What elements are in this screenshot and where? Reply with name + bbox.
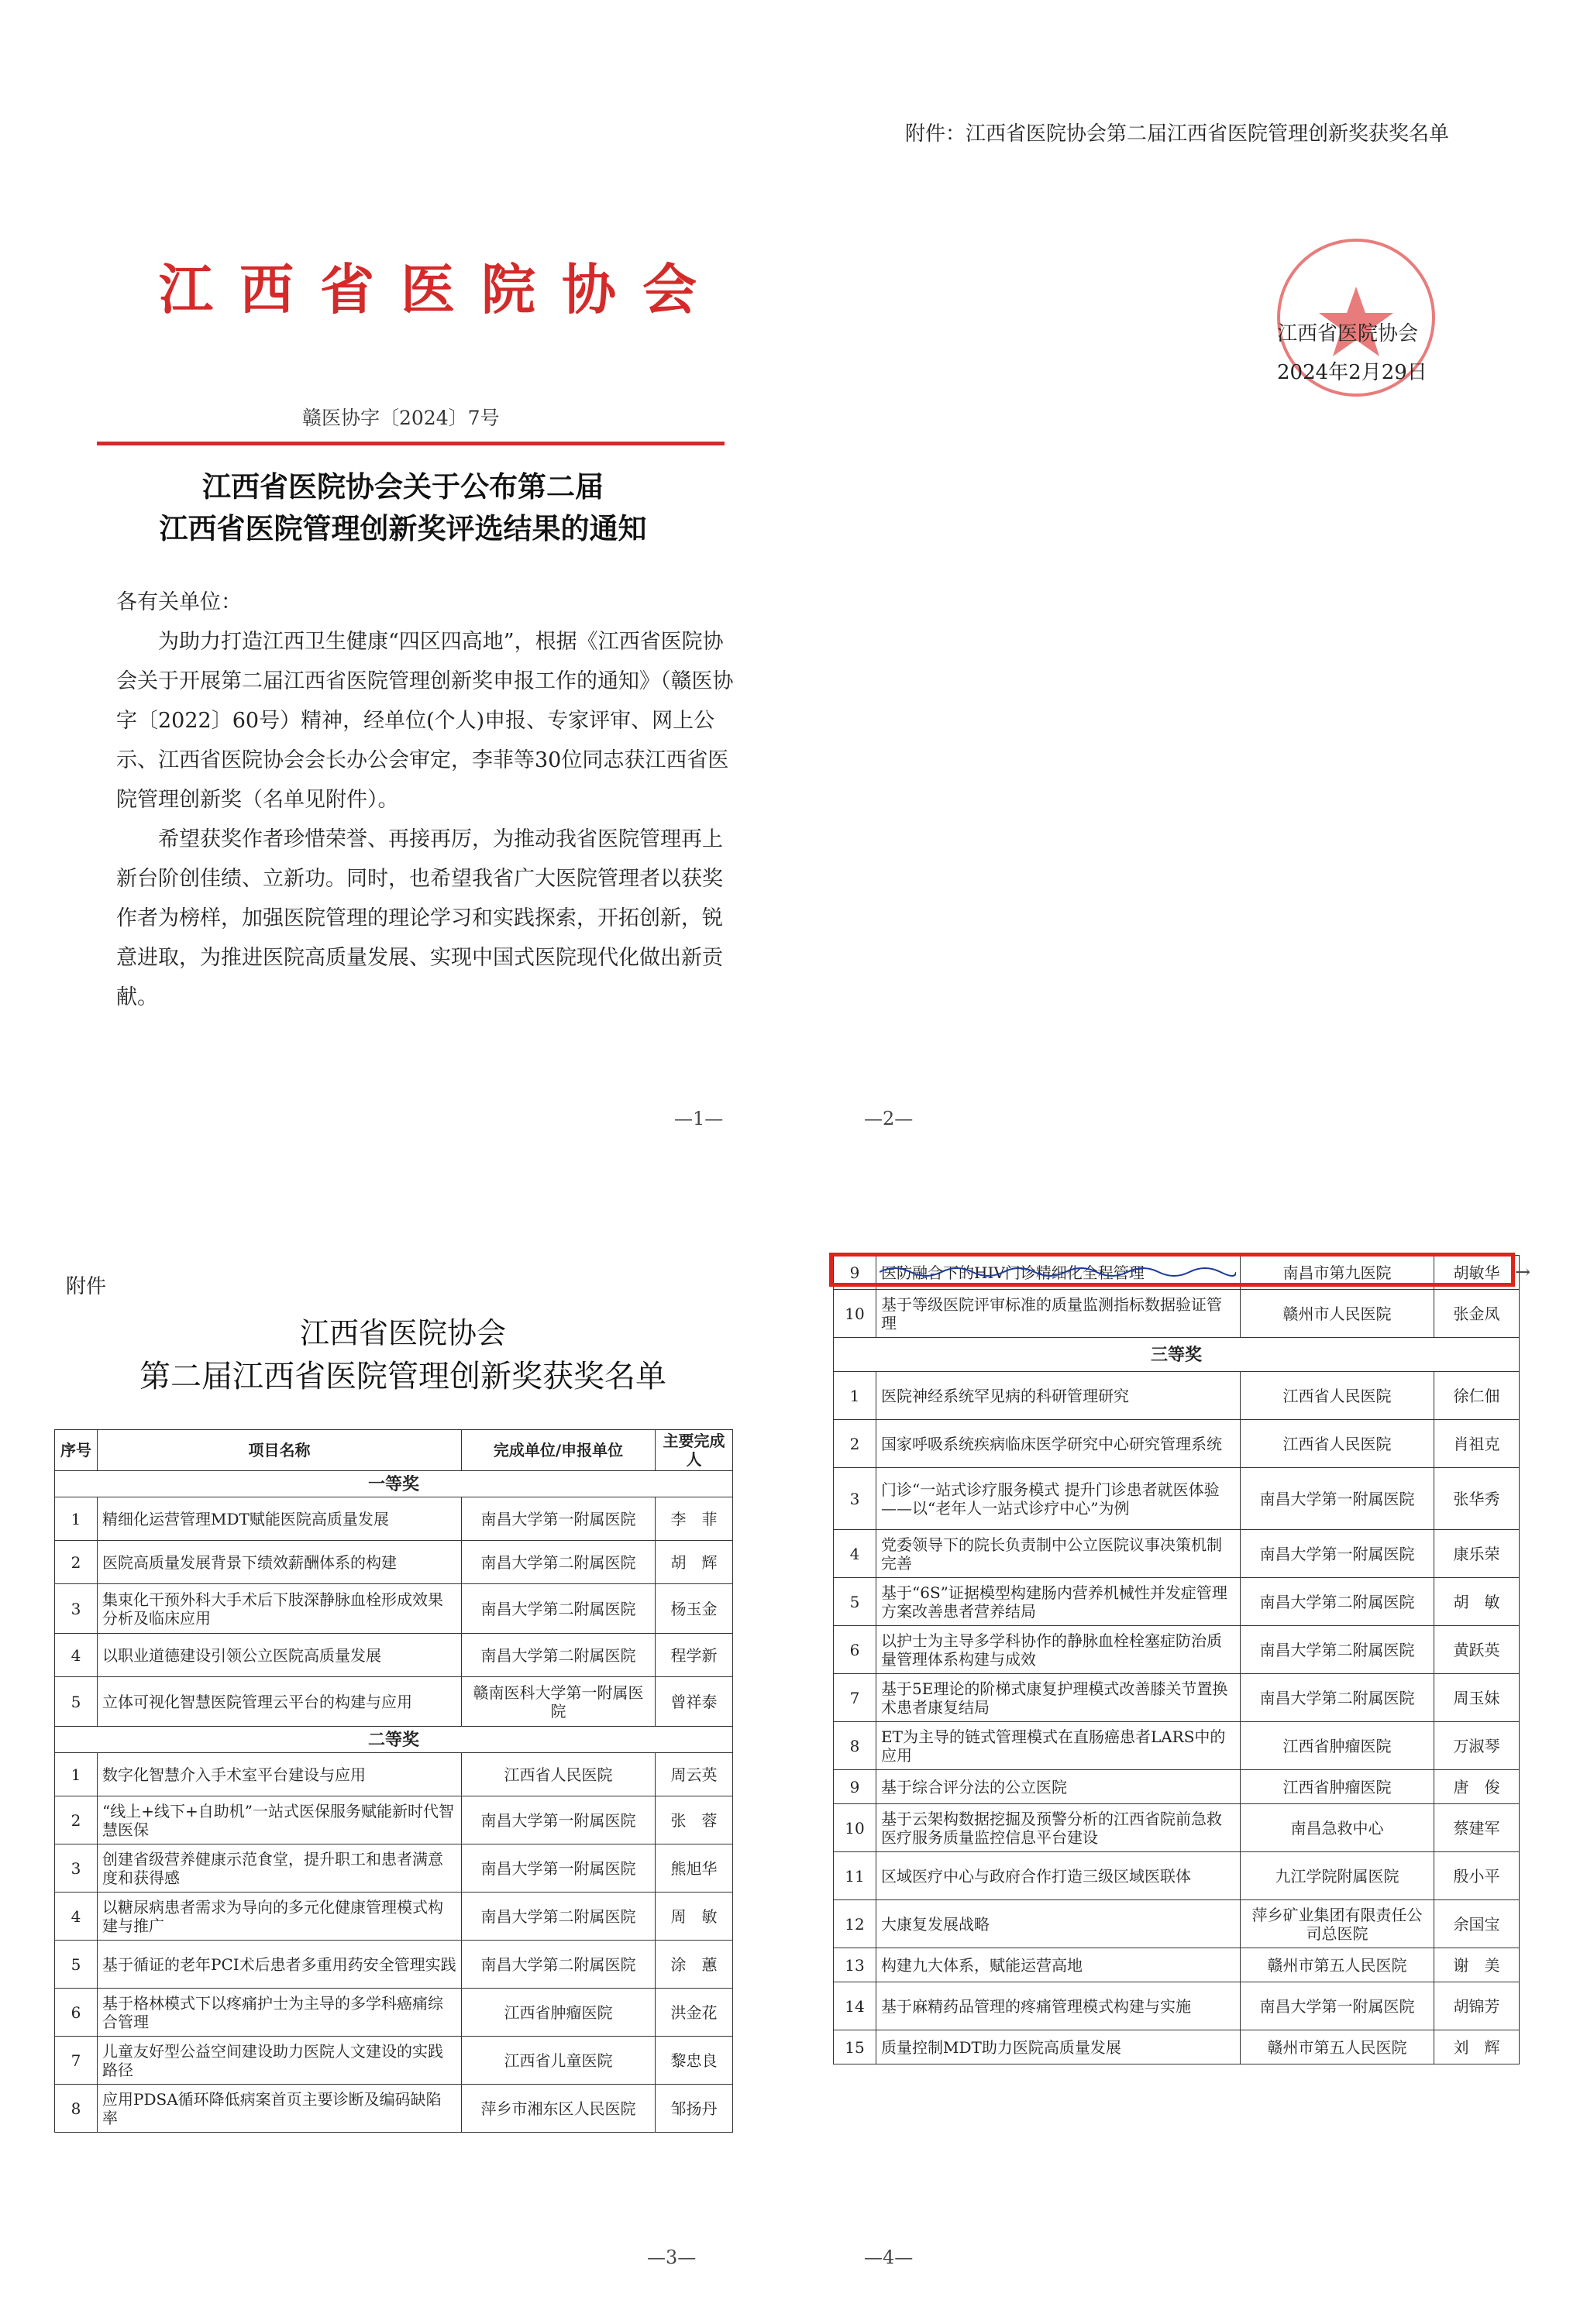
table-row: [55, 1541, 733, 1584]
table-row: [834, 1578, 1520, 1626]
table-row: [55, 1497, 733, 1541]
page-number-4: —4—: [864, 2247, 914, 2268]
table-row: [834, 1290, 1520, 1338]
cell-unit: 赣州市第五人民医院: [1241, 1948, 1434, 1982]
cell-person: 周玉妹: [1434, 1674, 1520, 1722]
cell-project: 基于等级医院评审标准的质量监测指标数据验证管理: [876, 1290, 1241, 1338]
table-row: [834, 1372, 1520, 1420]
cell-person: 洪金花: [656, 1989, 733, 2037]
cell-project: 党委领导下的院长负责制中公立医院议事决策机制完善: [876, 1530, 1241, 1578]
cell-index: 7: [55, 2037, 98, 2085]
cell-index: 1: [834, 1372, 876, 1420]
section-first-prize: 一等奖: [55, 1471, 733, 1497]
cell-person: 徐仁佃: [1434, 1372, 1520, 1420]
cell-project: 区域医疗中心与政府合作打造三级区域医联体: [876, 1852, 1241, 1900]
cell-unit: 江西省儿童医院: [462, 2037, 656, 2085]
arrow-mark: →: [1515, 1261, 1531, 1283]
cell-person: 唐 俊: [1434, 1770, 1520, 1804]
signature-org: 江西省医院协会: [1277, 322, 1419, 346]
notice-title-line1: 江西省医院协会关于公布第二届: [202, 469, 604, 504]
cell-project: 门诊“一站式诊疗服务模式 提升门诊患者就医体验——以“老年人一站式诊疗中心”为例: [876, 1468, 1241, 1530]
cell-index: 13: [834, 1948, 876, 1982]
list-title-line2: 第二届江西省医院管理创新奖获奖名单: [139, 1359, 666, 1394]
cell-project: 立体可视化智慧医院管理云平台的构建与应用: [98, 1677, 462, 1727]
cell-index: 11: [834, 1852, 876, 1900]
cell-unit: 南昌大学第一附属医院: [1241, 1982, 1434, 2030]
table-row: [55, 1844, 733, 1893]
cell-index: 5: [55, 1677, 98, 1727]
cell-project: 数字化智慧介入手术室平台建设与应用: [98, 1753, 462, 1796]
cell-index: 4: [834, 1530, 876, 1578]
cell-unit: 南昌大学第一附属医院: [462, 1796, 656, 1844]
cell-index: 1: [55, 1497, 98, 1541]
cell-person: 黎忠良: [656, 2037, 733, 2085]
table-row: [55, 1634, 733, 1677]
cell-unit: 南昌急救中心: [1241, 1804, 1434, 1852]
table-row: [834, 1420, 1520, 1468]
cell-project: “线上+线下+自助机”一站式医保服务赋能新时代智慧医保: [98, 1796, 462, 1844]
attachment-note: 附件：江西省医院协会第二届江西省医院管理创新奖获奖名单: [905, 122, 1450, 146]
award-table-right: [833, 1255, 1520, 2064]
cell-index: 4: [55, 1893, 98, 1941]
cell-person: 熊旭华: [656, 1844, 733, 1893]
salutation: 各有关单位：: [116, 590, 242, 614]
cell-project: 医防融合下的HIV门诊精细化全程管理: [876, 1256, 1241, 1290]
cell-unit: 南昌大学第二附属医院: [1241, 1578, 1434, 1626]
cell-unit: 赣南医科大学第一附属医院: [462, 1677, 656, 1727]
table-row: [55, 1989, 733, 2037]
table-row: [834, 1626, 1520, 1674]
section-second-prize: 二等奖: [55, 1727, 733, 1753]
cell-index: 4: [55, 1634, 98, 1677]
table-row: [834, 1770, 1520, 1804]
cell-project: 基于5E理论的阶梯式康复护理模式改善膝关节置换术患者康复结局: [876, 1674, 1241, 1722]
cell-person: 涂 蕙: [656, 1941, 733, 1989]
cell-unit: 南昌大学第二附属医院: [462, 1584, 656, 1634]
cell-person: 谢 美: [1434, 1948, 1520, 1982]
cell-person: 张 蓉: [656, 1796, 733, 1844]
cell-index: 3: [55, 1844, 98, 1893]
cell-unit: 江西省肿瘤医院: [462, 1989, 656, 2037]
cell-project: 以糖尿病患者需求为导向的多元化健康管理模式构建与推广: [98, 1893, 462, 1941]
cell-unit: 萍乡市湘东区人民医院: [462, 2085, 656, 2133]
cell-project: 创建省级营养健康示范食堂，提升职工和患者满意度和获得感: [98, 1844, 462, 1893]
cell-project: 以护士为主导多学科协作的静脉血栓栓塞症防治质量管理体系构建与成效: [876, 1626, 1241, 1674]
award-table-left: [54, 1429, 733, 2133]
table-row: [834, 2030, 1520, 2064]
cell-index: 2: [55, 1541, 98, 1584]
table-row: [55, 1893, 733, 1941]
cell-unit: 南昌大学第二附属医院: [462, 1634, 656, 1677]
cell-person: 周 敏: [656, 1893, 733, 1941]
cell-index: 5: [834, 1578, 876, 1626]
cell-person: 蔡建军: [1434, 1804, 1520, 1852]
table-row: [55, 2037, 733, 2085]
cell-person: 曾祥泰: [656, 1677, 733, 1727]
cell-person: 余国宝: [1434, 1900, 1520, 1948]
notice-title-line2: 江西省医院管理创新奖评选结果的通知: [159, 511, 647, 545]
cell-project: 基于云架构数据挖掘及预警分析的江西省院前急救医疗服务质量监控信息平台建设: [876, 1804, 1241, 1852]
cell-person: 周云英: [656, 1753, 733, 1796]
cell-person: 胡锦芳: [1434, 1982, 1520, 2030]
cell-project: 基于综合评分法的公立医院: [876, 1770, 1241, 1804]
cell-project: 基于格林模式下以疼痛护士为主导的多学科癌痛综合管理: [98, 1989, 462, 2037]
cell-index: 9: [834, 1770, 876, 1804]
header-project: 项目名称: [98, 1430, 462, 1471]
cell-project: 医院神经系统罕见病的科研管理研究: [876, 1372, 1241, 1420]
cell-project: 基于麻精药品管理的疼痛管理模式构建与实施: [876, 1982, 1241, 2030]
cell-person: 杨玉金: [656, 1584, 733, 1634]
page-number-3: —3—: [647, 2247, 697, 2268]
table-row: [834, 1468, 1520, 1530]
cell-index: 3: [834, 1468, 876, 1530]
cell-person: 张华秀: [1434, 1468, 1520, 1530]
cell-person: 肖祖克: [1434, 1420, 1520, 1468]
cell-index: 14: [834, 1982, 876, 2030]
cell-index: 5: [55, 1941, 98, 1989]
cell-person: 黄跃英: [1434, 1626, 1520, 1674]
red-divider: [97, 442, 725, 445]
header-index: 序号: [55, 1430, 98, 1471]
table-row: [55, 1941, 733, 1989]
cell-index: 10: [834, 1290, 876, 1338]
cell-unit: 江西省肿瘤医院: [1241, 1722, 1434, 1770]
cell-person: 康乐荣: [1434, 1530, 1520, 1578]
paragraph-2: 希望获奖作者珍惜荣誉、再接再厉，为推动我省医院管理再上新台阶创佳绩、立新功。同时，也希望我省广大医院管理者以获奖作者为榜样，加强医院管理的理论学习和实践探索，开拓创新，锐意进取，为推进医院高质量发展、实现中国式医院现代化做出新贡献。: [116, 827, 723, 1009]
signature-date: 2024年2月29日: [1277, 361, 1427, 384]
cell-person: 胡 敏: [1434, 1578, 1520, 1626]
cell-person: 邹扬丹: [656, 2085, 733, 2133]
cell-index: 8: [55, 2085, 98, 2133]
table-row: [834, 1948, 1520, 1982]
cell-project: 应用PDSA循环降低病案首页主要诊断及编码缺陷率: [98, 2085, 462, 2133]
cell-unit: 南昌大学第二附属医院: [462, 1941, 656, 1989]
table-row: [834, 1530, 1520, 1578]
cell-project: 基于循证的老年PCI术后患者多重用药安全管理实践: [98, 1941, 462, 1989]
table-row: [834, 1852, 1520, 1900]
table-row: [55, 2085, 733, 2133]
cell-project: 基于“6S”证据模型构建肠内营养机械性并发症管理方案改善患者营养结局: [876, 1578, 1241, 1626]
cell-unit: 南昌市第九医院: [1241, 1256, 1434, 1290]
cell-unit: 南昌大学第一附属医院: [462, 1844, 656, 1893]
cell-person: 程学新: [656, 1634, 733, 1677]
cell-project: 集束化干预外科大手术后下肢深静脉血栓形成效果分析及临床应用: [98, 1584, 462, 1634]
cell-person: 李 菲: [656, 1497, 733, 1541]
cell-unit: 南昌大学第二附属医院: [462, 1541, 656, 1584]
table-row: [55, 1796, 733, 1844]
cell-unit: 赣州市第五人民医院: [1241, 2030, 1434, 2064]
cell-person: 刘 辉: [1434, 2030, 1520, 2064]
table-row: [834, 1722, 1520, 1770]
handwritten-underline: [880, 1263, 1236, 1278]
cell-index: 10: [834, 1804, 876, 1852]
cell-index: 9: [834, 1256, 876, 1290]
cell-unit: 江西省人民医院: [462, 1753, 656, 1796]
attachment-label: 附件: [66, 1275, 107, 1298]
cell-project: 医院高质量发展背景下绩效薪酬体系的构建: [98, 1541, 462, 1584]
page-1: [0, 0, 794, 1162]
paragraph-1: 为助力打造江西卫生健康“四区四高地”，根据《江西省医院协会关于开展第二届江西省医院管理创新奖申报工作的通知》（赣医协字〔2022〕60号）精神，经单位(个人)申报、专家评审、网上公示、江西省医院协会会长办公会审定，李菲等30位同志获江西省医院管理创新奖（名单见附件）。: [116, 630, 734, 812]
table-row: [834, 1804, 1520, 1852]
cell-unit: 江西省人民医院: [1241, 1372, 1434, 1420]
cell-project: 大康复发展战略: [876, 1900, 1241, 1948]
cell-unit: 南昌大学第一附属医院: [462, 1497, 656, 1541]
cell-unit: 南昌大学第二附属医院: [1241, 1674, 1434, 1722]
cell-project: 精细化运营管理MDT赋能医院高质量发展: [98, 1497, 462, 1541]
org-letterhead-title: 江西省医院协会: [159, 257, 723, 321]
cell-index: 2: [55, 1796, 98, 1844]
cell-project: 质量控制MDT助力医院高质量发展: [876, 2030, 1241, 2064]
cell-unit: 南昌大学第一附属医院: [1241, 1468, 1434, 1530]
cell-project: 国家呼吸系统疾病临床医学研究中心研究管理系统: [876, 1420, 1241, 1468]
cell-index: 6: [834, 1626, 876, 1674]
cell-project: 构建九大体系，赋能运营高地: [876, 1948, 1241, 1982]
cell-unit: 南昌大学第二附属医院: [462, 1893, 656, 1941]
cell-project: ET为主导的链式管理模式在直肠癌患者LARS中的应用: [876, 1722, 1241, 1770]
cell-index: 3: [55, 1584, 98, 1634]
table-row: [834, 1674, 1520, 1722]
cell-person: 胡敏华: [1434, 1256, 1520, 1290]
page-number-2: —2—: [864, 1108, 914, 1129]
cell-unit: 江西省肿瘤医院: [1241, 1770, 1434, 1804]
header-unit: 完成单位/申报单位: [462, 1430, 656, 1471]
cell-index: 7: [834, 1674, 876, 1722]
table-row: [834, 1900, 1520, 1948]
cell-index: 1: [55, 1753, 98, 1796]
cell-index: 6: [55, 1989, 98, 2037]
cell-project: 儿童友好型公益空间建设助力医院人文建设的实践路径: [98, 2037, 462, 2085]
cell-index: 12: [834, 1900, 876, 1948]
document-number: 赣医协字〔2024〕7号: [302, 407, 500, 429]
header-person: 主要完成人: [656, 1430, 733, 1471]
table-row: [55, 1584, 733, 1634]
cell-unit: 九江学院附属医院: [1241, 1852, 1434, 1900]
cell-person: 殷小平: [1434, 1852, 1520, 1900]
cell-index: 2: [834, 1420, 876, 1468]
section-third-prize: 三等奖: [834, 1338, 1520, 1372]
cell-unit: 南昌大学第一附属医院: [1241, 1530, 1434, 1578]
list-title-line1: 江西省医院协会: [299, 1316, 506, 1350]
cell-unit: 萍乡矿业集团有限责任公司总医院: [1241, 1900, 1434, 1948]
cell-unit: 赣州市人民医院: [1241, 1290, 1434, 1338]
table-row: [55, 1677, 733, 1727]
cell-index: 15: [834, 2030, 876, 2064]
cell-project: 以职业道德建设引领公立医院高质量发展: [98, 1634, 462, 1677]
cell-unit: 江西省人民医院: [1241, 1420, 1434, 1468]
table-row: [55, 1753, 733, 1796]
cell-person: 万淑琴: [1434, 1722, 1520, 1770]
page-number-1: —1—: [674, 1108, 724, 1129]
cell-person: 张金凤: [1434, 1290, 1520, 1338]
cell-unit: 南昌大学第二附属医院: [1241, 1626, 1434, 1674]
cell-person: 胡 辉: [656, 1541, 733, 1584]
table-row: [834, 1982, 1520, 2030]
cell-index: 8: [834, 1722, 876, 1770]
